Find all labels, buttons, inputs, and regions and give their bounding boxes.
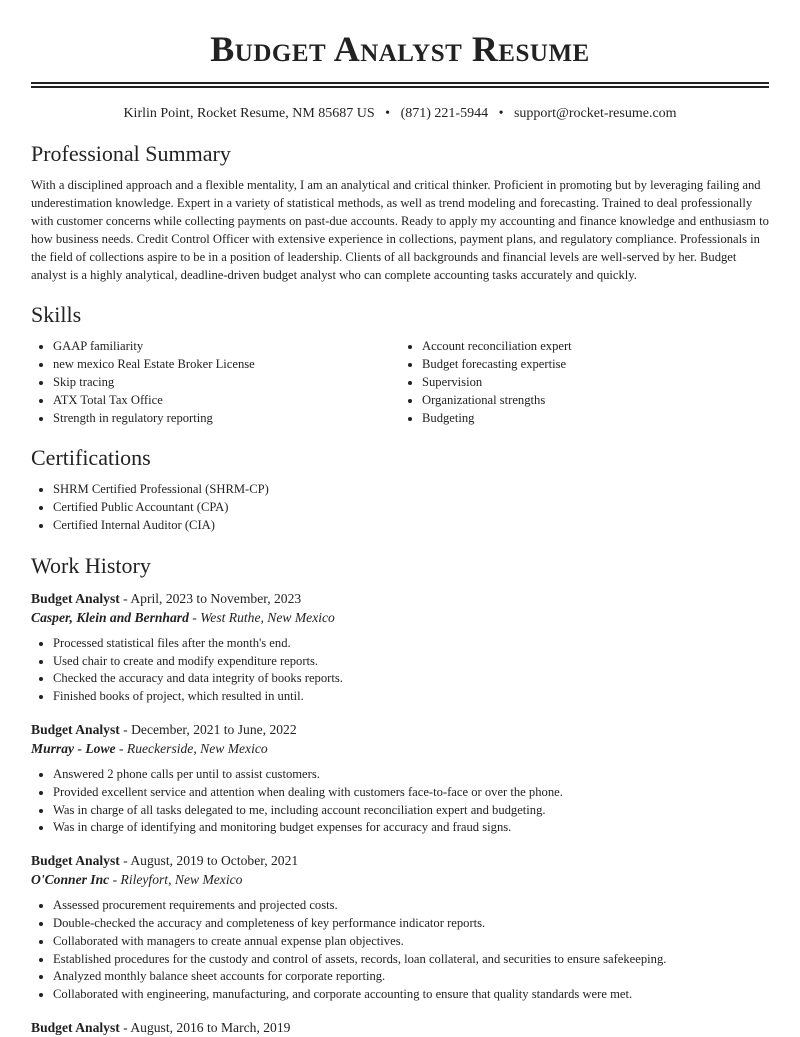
contact-phone: (871) 221-5944 (400, 106, 489, 121)
company-line (31, 870, 769, 889)
job-duty: • Provided excellent service and attention when dealing with customers face-to-face or over the phone. (53, 784, 769, 802)
job-dates: - December, 2021 to June, 2022 (119, 722, 297, 737)
job-entry (31, 1018, 769, 1037)
skills-heading: Skills (31, 302, 82, 328)
company-name: Casper, Klein and Bernhard (31, 609, 189, 625)
job-duty: • Double-checked the accuracy and completeness of key performance indicator reports. (53, 915, 769, 933)
skills-column-left (31, 338, 400, 427)
summary-heading: Professional Summary (31, 141, 231, 166)
skill-item: • Budgeting (422, 410, 769, 428)
job-title-line (31, 720, 769, 739)
job-duty: • Was in charge of identifying and monitoring budget expenses for accuracy and fraud signs. (53, 819, 769, 837)
job-dates: - August, 2016 to March, 2019 (119, 1019, 291, 1035)
contact-address: Kirlin Point, Rocket Resume, NM 85687 US (123, 106, 375, 121)
certifications-list (31, 481, 769, 534)
job-duty: • Was in charge of all tasks delegated to me, including account reconciliation expert and budgeting. (53, 802, 769, 820)
skill-item: • new mexico Real Estate Broker License (53, 356, 400, 374)
job-duty: • Assessed procurement requirements and projected costs. (53, 897, 769, 915)
job-duty: • Processed statistical files after the month's end. (53, 635, 769, 653)
job-duty: • Answered 2 phone calls per until to assist customers. (53, 766, 769, 784)
job-duties (31, 766, 769, 837)
job-entry (31, 589, 769, 706)
job-duties (31, 635, 769, 706)
job-dates: - August, 2019 to October, 2021 (119, 853, 299, 869)
certification-item: • Certified Internal Auditor (CIA) (53, 517, 769, 535)
job-duty: • Established procedures for the custody and control of assets, records, loan collateral, and securities to ensure safekeeping. (53, 951, 769, 969)
job-entry (31, 720, 769, 837)
certifications-heading: Certifications (31, 445, 151, 471)
company-line (31, 608, 769, 627)
skill-item: • Strength in regulatory reporting (53, 410, 400, 428)
page-title: Budget Analyst Resume (210, 29, 590, 69)
job-title-line (31, 1018, 769, 1037)
job-entry (31, 851, 769, 1004)
job-duties (31, 897, 769, 1004)
job-title-line (31, 851, 769, 870)
certification-item: • SHRM Certified Professional (SHRM-CP) (53, 481, 769, 499)
skill-item: • Organizational strengths (422, 392, 769, 410)
job-duty: • Finished books of project, which resulted in until. (53, 688, 769, 706)
job-duty: • Used chair to create and modify expenditure reports. (53, 653, 769, 671)
company-location: - West Ruthe, New Mexico (188, 609, 335, 625)
skill-item: • ATX Total Tax Office (53, 392, 400, 410)
job-duty: • Analyzed monthly balance sheet accounts for corporate reporting. (53, 968, 769, 986)
skill-item: • Budget forecasting expertise (422, 356, 769, 374)
job-dates: - April, 2023 to November, 2023 (119, 590, 302, 606)
contact-separator: • (385, 106, 391, 121)
skill-item: • Skip tracing (53, 374, 400, 392)
job-title-line (31, 589, 769, 608)
skills-column-right (400, 338, 769, 427)
company-location: - Rueckerside, New Mexico (115, 741, 268, 756)
job-title: Budget Analyst (31, 853, 120, 869)
job-title: Budget Analyst (31, 590, 120, 606)
contact-email: support@rocket-resume.com (513, 106, 677, 121)
company-line (31, 739, 769, 758)
work-history-heading: Work History (31, 552, 151, 578)
job-duty: • Checked the accuracy and data integrity of books reports. (53, 670, 769, 688)
skill-item: • Supervision (422, 374, 769, 392)
contact-separator: • (498, 106, 504, 121)
company-name: Murray - Lowe (31, 741, 116, 756)
certification-item: • Certified Public Accountant (CPA) (53, 499, 769, 517)
title-divider (31, 82, 769, 88)
contact-line (31, 105, 769, 123)
company-location: - Rileyfort, New Mexico (109, 872, 243, 888)
job-title: Budget Analyst (31, 722, 120, 737)
job-duty: • Collaborated with engineering, manufacturing, and corporate accounting to ensure that quality standards were met. (53, 986, 769, 1004)
company-name: O'Conner Inc (31, 872, 110, 888)
skill-item: • GAAP familiarity (53, 338, 400, 356)
summary-text: With a disciplined approach and a flexible mentality, I am an analytical and critical thinker. Proficient in promoting but by leveraging failing and underestimation knowledge. Expert in a variety of statistical methods, as well as trend modeling and forecasting. Trained to deal professionally with customer concerns while collecting payments on past-due accounts. Ready to apply my accounting and finance knowledge and enthusiasm to how business needs. Credit Control Officer with extensive experience in collections, payment plans, and regulatory compliance. Professionals in the field of collections aspire to be in a position of leadership. Clients of all backgrounds and financial levels are well-served by her. Budget analyst is a highly analytical, deadline-driven budget analyst who can complete accounting tasks accurately and quickly. (31, 178, 769, 282)
job-title: Budget Analyst (31, 1019, 120, 1035)
job-duty: • Collaborated with managers to create annual expense plan objectives. (53, 933, 769, 951)
skills-list (31, 338, 769, 427)
resume-page (31, 0, 769, 1037)
skill-item: • Account reconciliation expert (422, 338, 769, 356)
